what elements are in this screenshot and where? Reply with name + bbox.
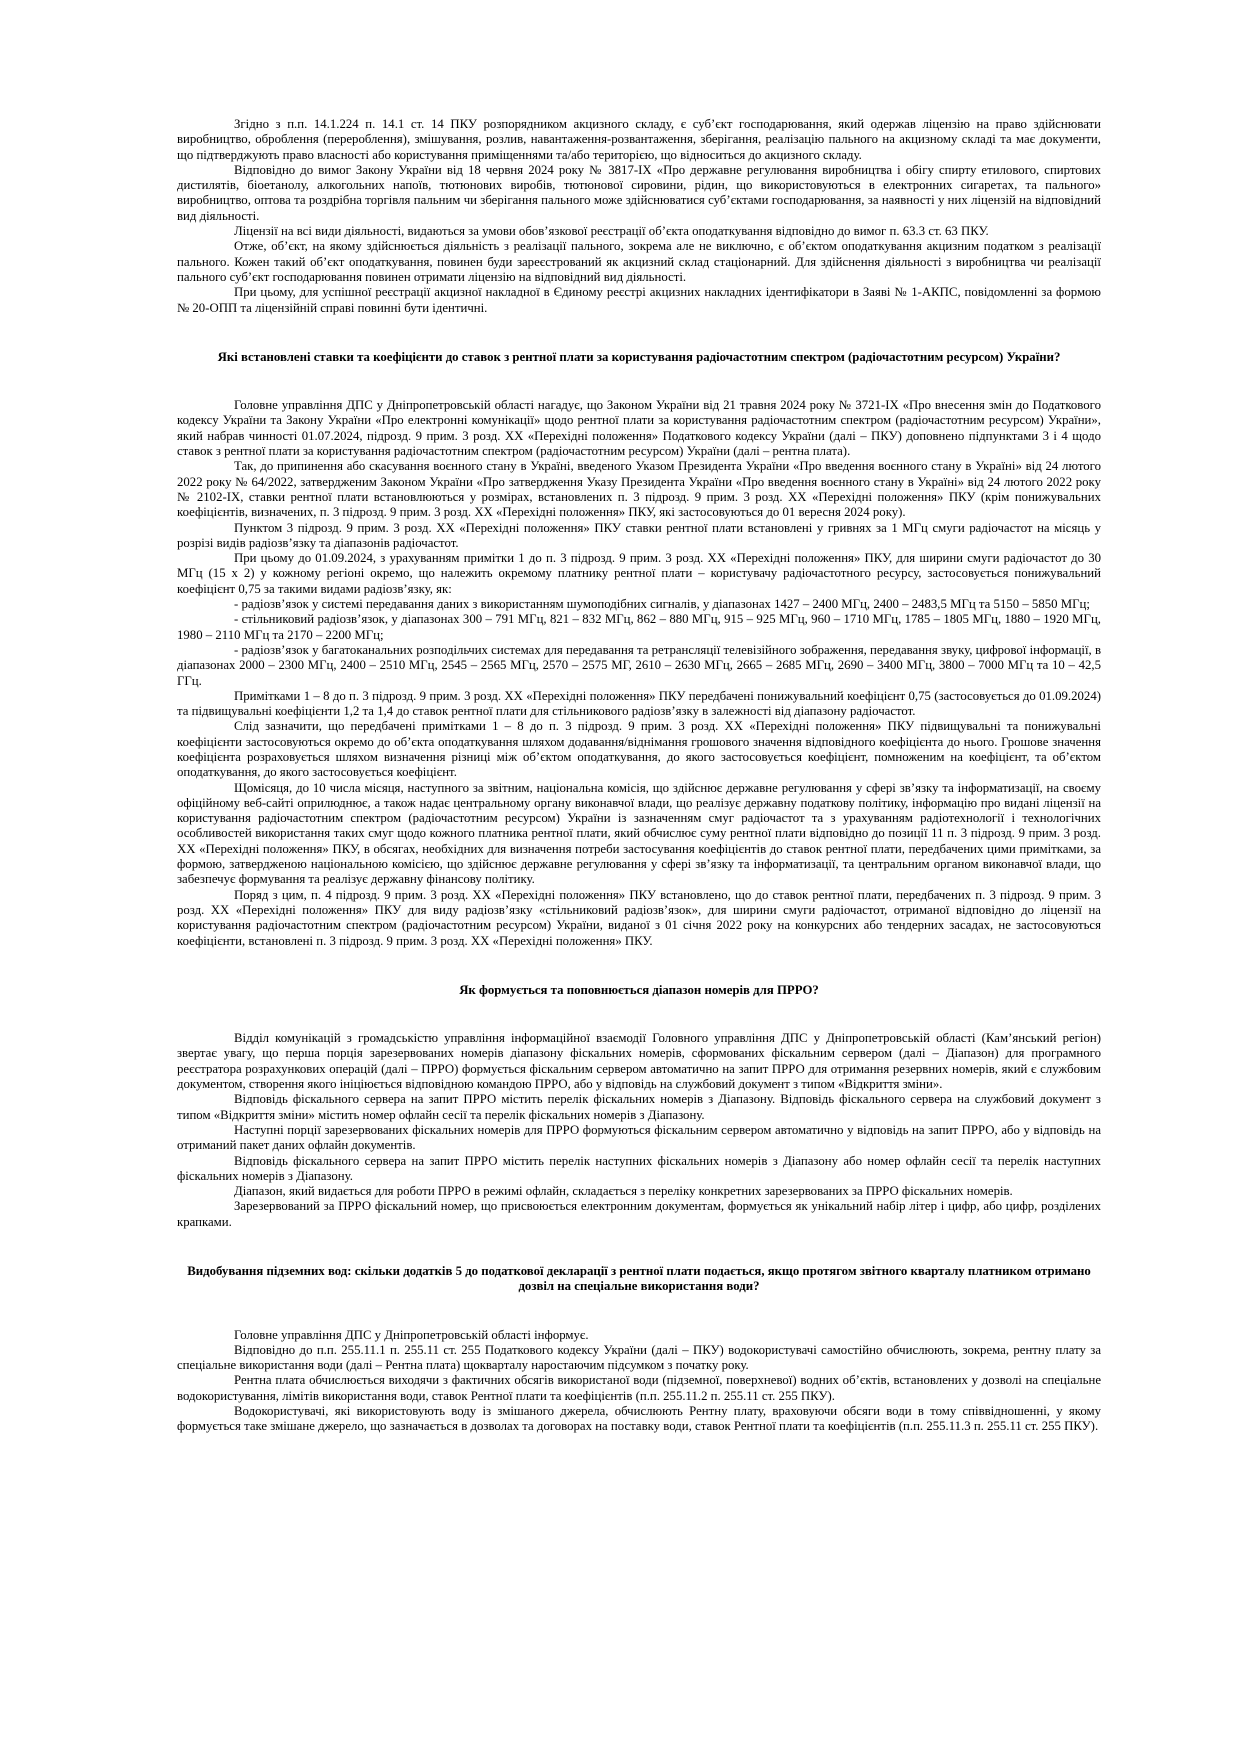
paragraph: Головне управління ДПС у Дніпропетровській області інформує. bbox=[234, 1327, 589, 1342]
section-heading: Видобування підземних вод: скільки додатків 5 до податкової декларації з рентної плати подається, якщо протягом звітного кварталу платником отримано дозвіл на спеціальне використання води? bbox=[187, 1264, 1091, 1294]
paragraph: Діапазон, який видається для роботи ПРРО в режимі офлайн, складається з переліку конкретних зарезервованих за ПРРО фіскальних номерів. bbox=[234, 1184, 1013, 1199]
section-prro-number-range bbox=[177, 983, 1101, 1230]
paragraph: Отже, об’єкт, на якому здійснюється діяльність з реалізації пального, зокрема але не виключно, є об’єктом оподаткування акцизним податком з реалізації пального. Кожен такий об’єкт оподаткування, повинен буди зареєстрований як акцизний склад стаціонарний. Для здійснення діяльності з виробництва чи реалізації пального суб’єкт господарювання повинен отримати ліцензію на відповідний вид діяльності. bbox=[177, 239, 1101, 284]
section-groundwater-rent bbox=[177, 1264, 1101, 1435]
section-radio-frequency-rent bbox=[177, 350, 1101, 949]
list-item: - радіозв’язок у багатоканальних розподільчих системах для передавання та ретрансляції телевізійного зображення, передавання звуку, цифрової інформації, в діапазонах 2000 – 2300 МГц, 2400 – 2510 МГц, 2545 – 2565 МГц, 2570 – 2575 МГ, 2610 – 2630 МГц, 2665 – 2685 МГц, 2690 – 3400 МГц, 3800 – 7000 МГц та 10 – 42,5 ГГц. bbox=[177, 642, 1101, 688]
paragraph: Пунктом 3 підрозд. 9 прим. 3 розд. ХХ «Перехідні положення» ПКУ ставки рентної плати встановлені у гривнях за 1 МГц смуги радіочастот на місяць у розрізі видів радіозв’язку та діапазонів радіочастот. bbox=[177, 520, 1101, 550]
paragraph: Щомісяця, до 10 числа місяця, наступного за звітним, національна комісія, що здійснює державне регулювання у сфері зв’язку та інформатизації, на своєму офіційному веб-сайті оприлюднює, а також надає центральному органу виконавчої влади, що реалізує державну податкову політику, інформацію про видані ліцензії на користування радіочастотним спектром (радіочастотним ресурсом) України із зазначенням смуг радіочастот та з урахуванням радіотехнології і технологічних особливостей використання таких смуг щодо кожного платника рентної плати, який обчислює суму рентної плати відповідно до позиції 11 п. 3 підрозд. 9 прим. 3 розд. ХХ «Перехідні положення» ПКУ, в обсягах, необхідних для визначення потреби застосування коефіцієнтів до ставок рентної плати, передбачених цими примітками, за формою, затвердженою національною комісією, що здійснює державне регулювання у сфері зв’язку та інформатизації, та центральним органом виконавчої влади, що забезпечує формування та реалізує державну фінансову політику. bbox=[177, 780, 1101, 887]
document-page bbox=[177, 117, 1101, 1435]
paragraph: Відповідь фіскального сервера на запит ПРРО містить перелік наступних фіскальних номерів з Діапазону або номер офлайн сесії та перелік наступних фіскальних номерів з Діапазону. bbox=[177, 1153, 1101, 1183]
paragraph: Відповідно до вимог Закону України від 18 червня 2024 року № 3817-IX «Про державне регулювання виробництва і обігу спирту етилового, спиртових дистилятів, біоетанолу, алкогольних напоїв, тютюнових виробів, тютюнової сировини, рідин, що використовуються в електронних сигаретах, та пального» виробництво, оптова та роздрібна торгівля пальним чи зберігання пального може здійснюватися суб’єктами господарювання, за наявності у них ліцензій на відповідний вид діяльності. bbox=[177, 162, 1101, 223]
section-heading: Як формується та поповнюється діапазон номерів для ПРРО? bbox=[459, 982, 819, 997]
paragraph: Відповідно до п.п. 255.11.1 п. 255.11 ст. 255 Податкового кодексу України (далі – ПКУ) водокористувачі самостійно обчислюють, зокрема, рентну плату за спеціальне використання води (далі – Рентна плата) щокварталу наростаючим підсумком з початку року. bbox=[177, 1342, 1101, 1373]
paragraph: Відділ комунікацій з громадськістю управління інформаційної взаємодії Головного управління ДПС у Дніпропетровській області (Кам’янський регіон) звертає увагу, що перша порція зарезервованих номерів діапазону фіскальних номерів, сформованих фіскальним сервером (далі – Діапазон) для програмного реєстратора розрахункових операцій (далі – ПРРО) формується фіскальним сервером автоматично на запит ПРРО для отримання резервних номерів, який є службовим документом, створення якого ініціюється відповідною командою ПРРО, або у відповідь на службовий документ з типом «Відкриття зміни». bbox=[177, 1031, 1101, 1092]
paragraph: Зарезервований за ПРРО фіскальний номер, що присвоюється електронним документам, формується як унікальний набір літер і цифр, або цифр, розділених крапками. bbox=[177, 1199, 1101, 1229]
paragraph: Водокористувачі, які використовують воду із змішаного джерела, обчислюють Рентну плату, враховуючи обсяги води в тому співвідношенні, у якому формується таке змішане джерело, що зазначається в дозволах та договорах на поставку води, ставок Рентної плати та коефіцієнтів (п.п. 255.11.3 п. 255.11 ст. 255 ПКУ). bbox=[177, 1404, 1101, 1434]
paragraph: Головне управління ДПС у Дніпропетровській області нагадує, що Законом України від 21 травня 2024 року № 3721-IX «Про внесення змін до Податкового кодексу України та Закону України «Про електронні комунікації» щодо рентної плати за користування радіочастотним спектром (радіочастотним ресурсом) України», який набрав чинності 01.07.2024, підрозд. 9 прим. 3 розд. ХХ «Перехідні положення» Податкового кодексу України (далі – ПКУ) доповнено підпунктами 3 і 4 щодо ставок з рентної плати за користування радіочастотним спектром (радіочастотним ресурсом) України (далі – рентна плата). bbox=[177, 398, 1101, 459]
paragraph: Поряд з цим, п. 4 підрозд. 9 прим. 3 розд. ХХ «Перехідні положення» ПКУ встановлено, що до ставок рентної плати, передбачених п. 3 підрозд. 9 прим. 3 розд. ХХ «Перехідні положення» ПКУ для виду радіозв’язку «стільниковий радіозв’язок», для ширини смуги радіочастот, отриманої відповідно до ліцензії на користування радіочастотним спектром (радіочастотним ресурсом) України, виданої з 01 січня 2022 року на конкурсних або тендерних засадах, не застосовуються коефіцієнти, встановлені п. 3 підрозд. 9 прим. 3 розд. ХХ «Перехідні положення» ПКУ. bbox=[177, 887, 1101, 948]
list-item: - радіозв’язок у системі передавання даних з використанням шумоподібних сигналів, у діапазонах 1427 – 2400 МГц, 2400 – 2483,5 МГц та 5150 – 5850 МГц; bbox=[234, 597, 1090, 612]
paragraph: Відповідь фіскального сервера на запит ПРРО містить перелік фіскальних номерів з Діапазону. Відповідь фіскального сервера на службовий документ з типом «Відкриття зміни» містить номер офлайн сесії та перелік фіскальних номерів з Діапазону. bbox=[177, 1092, 1101, 1122]
paragraph: Згідно з п.п. 14.1.224 п. 14.1 ст. 14 ПКУ розпорядником акцизного складу, є суб’єкт господарювання, який одержав ліцензію на право здійснювати виробництво, оброблення (перероблення), змішування, розлив, навантаження-розвантаження, зберігання, реалізацію пального на акцизному складі та має документи, що підтверджують право власності або користування приміщеннями та/або територією, що відноситься до акцизного складу. bbox=[177, 117, 1101, 162]
section-heading: Які встановлені ставки та коефіцієнти до ставок з рентної плати за користування радіочастотним спектром (радіочастотним ресурсом) України? bbox=[217, 349, 1061, 364]
paragraph: Наступні порції зарезервованих фіскальних номерів для ПРРО формуються фіскальним сервером автоматично у відповідь на запит ПРРО, або у відповідь на отриманий пакет даних офлайн документів. bbox=[177, 1122, 1101, 1153]
paragraph: При цьому, для успішної реєстрації акцизної накладної в Єдиному реєстрі акцизних накладних ідентифікатори в Заяві № 1-АКПС, повідомленні за формою № 20-ОПП та ліцензійній справі повинні бути ідентичні. bbox=[177, 285, 1101, 315]
list-item: - стільниковий радіозв’язок, у діапазонах 300 – 791 МГц, 821 – 832 МГц, 862 – 880 МГц, 915 – 925 МГц, 960 – 1710 МГц, 1785 – 1805 МГц, 1880 – 1920 МГц, 1980 – 2110 МГц та 2170 – 2200 МГц; bbox=[177, 612, 1101, 642]
paragraph: Ліцензії на всі види діяльності, видаються за умови обов’язкової реєстрації об’єкта оподаткування відповідно до вимог п. 63.3 ст. 63 ПКУ. bbox=[234, 224, 989, 239]
paragraph: Слід зазначити, що передбачені примітками 1 – 8 до п. 3 підрозд. 9 прим. 3 розд. ХХ «Перехідні положення» ПКУ підвищувальні та понижувальні коефіцієнти застосовуються окремо до об’єкта оподаткування шляхом додавання/віднімання грошового значення відповідного коефіцієнта до нього. Грошове значення коефіцієнта розраховується шляхом визначення різниці між об’єктом оподаткування, до якого застосовується коефіцієнт, помноженим на коефіцієнт, та об’єктом оподаткування, до якого застосовується коефіцієнт. bbox=[177, 719, 1101, 780]
paragraph: Рентна плата обчислюється виходячи з фактичних обсягів використаної води (підземної, поверхневої) водних об’єктів, встановлених у дозволі на спеціальне водокористування, лімітів використання води, ставок Рентної плати та коефіцієнтів (п.п. 255.11.2 п. 255.11 ст. 255 ПКУ). bbox=[177, 1373, 1101, 1403]
paragraph: При цьому до 01.09.2024, з урахуванням примітки 1 до п. 3 підрозд. 9 прим. 3 розд. ХХ «Перехідні положення» ПКУ, для ширини смуги радіочастот до 30 МГц (15 х 2) у кожному регіоні окремо, що належить окремому платнику рентної плати – користувачу радіочастотного ресурсу, застосовується понижувальний коефіцієнт 0,75 за такими видами радіозв’язку, як: bbox=[177, 551, 1101, 596]
paragraph: Так, до припинення або скасування воєнного стану в Україні, введеного Указом Президента України «Про введення воєнного стану в Україні» від 24 лютого 2022 року № 64/2022, затвердженим Законом України «Про затвердження Указу Президента України «Про введення воєнного стану в Україні» від 24 лютого 2022 року № 2102-IX, ставки рентної плати встановлюються у розмірах, встановлених п. 3 підрозд. 9 прим. 3 розд. ХХ «Перехідні положення» ПКУ (крім понижувальних коефіцієнтів, визначених, п. 3 підрозд. 9 прим. 3 розд. ХХ «Перехідні положення» ПКУ, які застосовуються до 01 вересня 2024 року). bbox=[177, 459, 1101, 520]
section-excise-warehouse bbox=[177, 117, 1101, 316]
paragraph: Примітками 1 – 8 до п. 3 підрозд. 9 прим. 3 розд. ХХ «Перехідні положення» ПКУ передбачені понижувальний коефіцієнт 0,75 (застосовується до 01.09.2024) та підвищувальні коефіцієнти 1,2 та 1,4 до ставок рентної плати для стільникового радіозв’язку в залежності від діапазону радіочастот. bbox=[177, 688, 1101, 719]
